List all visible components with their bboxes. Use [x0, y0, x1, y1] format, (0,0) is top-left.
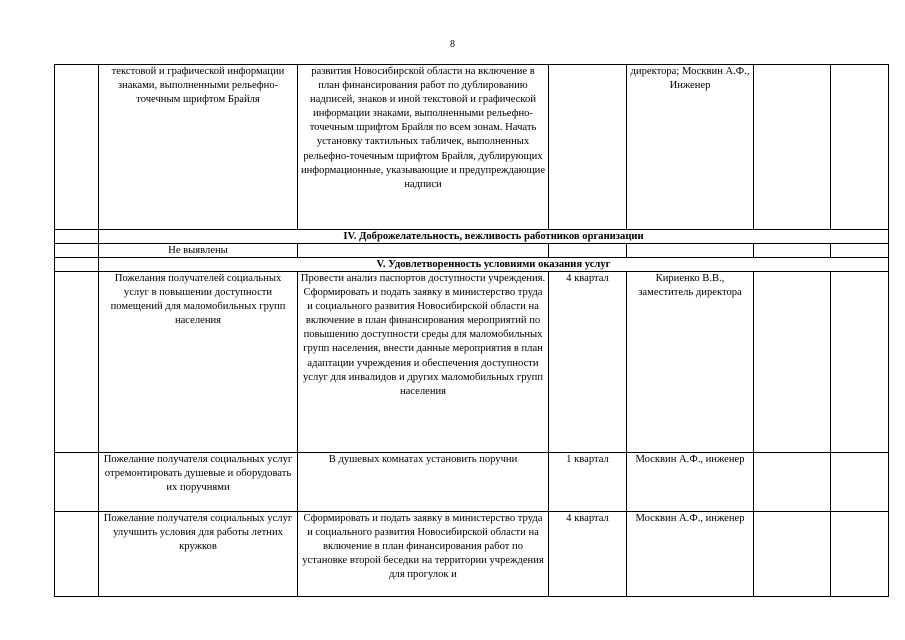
responsible-cell: Москвин А.Ф., инженер: [627, 512, 754, 597]
page-number: 8: [450, 39, 455, 50]
deadline-cell: [549, 244, 627, 258]
table-row: [55, 512, 889, 597]
actual-date-cell: [831, 244, 889, 258]
section-iv-text: Не выявлены: [99, 244, 298, 258]
number-cell: [55, 244, 99, 258]
section-v-title: V. Удовлетворенность условиями оказания услуг: [99, 258, 889, 272]
deadline-cell: [549, 65, 627, 230]
section-header-row: [55, 258, 889, 272]
actual-date-cell: [831, 65, 889, 230]
responsible-cell: директора; Москвин А.Ф., Инженер: [627, 65, 754, 230]
shortcoming-text: Пожелание получателя социальных услуг улучшить условия для работы летних кружков: [103, 513, 293, 553]
section-iv-title: IV. Доброжелательность, вежливость работников организации: [99, 230, 889, 244]
actual-date-cell: [831, 453, 889, 512]
responsible-cell: Москвин А.Ф., инженер: [627, 453, 754, 512]
result-cell: [754, 512, 831, 597]
result-cell: [754, 453, 831, 512]
shortcoming-cell: текстовой и графической информации знаками, выполненными рельефно-точечным шрифтом Брайля: [99, 65, 298, 230]
table-row: [55, 65, 889, 230]
measure-cell: [298, 244, 549, 258]
deadline-cell: 4 квартал: [549, 512, 627, 597]
table-row: [55, 272, 889, 453]
shortcoming-cell: Пожелания получателей социальных услуг в повышении доступности помещений для маломобильных групп населения: [99, 272, 298, 453]
deadline-cell: 4 квартал: [549, 272, 627, 453]
shortcoming-cell: [99, 512, 298, 597]
responsible-cell: [627, 244, 754, 258]
actual-date-cell: [831, 272, 889, 453]
measure-cell: развития Новосибирской области на включение в план финансирования работ по дублированию надписей, знаков и иной текстовой и графической информации знаками, выполненными рельефно-точечным шрифтом Брайля по всем зонам. Начать установку тактильных табличек, выполненных рельефно-точечным шрифтом Брайля, дублирующих информационные, указывающие и предупреждающие надписи: [298, 65, 549, 230]
actual-date-cell: [831, 512, 889, 597]
section-header-row: [55, 230, 889, 244]
result-cell: [754, 244, 831, 258]
number-cell: [55, 65, 99, 230]
measure-cell: Провести анализ паспортов доступности учреждения. Сформировать и подать заявку в министерство труда и социального развития Новосибирской области на включение в план финансирования мероприятий по повышению доступности среды для маломобильных групп населения, внести данные мероприятия в план адаптации учреждения и обеспечения доступности услуг для инвалидов и других маломобильных групп населения: [298, 272, 549, 453]
measure-cell: В душевых комнатах установить поручни: [298, 453, 549, 512]
number-cell: [55, 453, 99, 512]
improvement-plan-table: [54, 64, 889, 597]
table-row: [55, 453, 889, 512]
shortcoming-cell: Пожелание получателя социальных услуг отремонтировать душевые и оборудовать их поручнями: [99, 453, 298, 512]
number-cell: [55, 258, 99, 272]
deadline-cell: 1 квартал: [549, 453, 627, 512]
number-cell: [55, 230, 99, 244]
table-row: [55, 244, 889, 258]
measure-cell: [298, 512, 549, 597]
measure-text: Сформировать и подать заявку в министерство труда и социального развития Новосибирской области на включение в план финансирования работ по установке второй беседки на территории учреждения для прогулок и: [302, 513, 544, 581]
responsible-cell: Кириенко В.В., заместитель директора: [627, 272, 754, 453]
number-cell: [55, 272, 99, 453]
result-cell: [754, 65, 831, 230]
number-cell: [55, 512, 99, 597]
result-cell: [754, 272, 831, 453]
